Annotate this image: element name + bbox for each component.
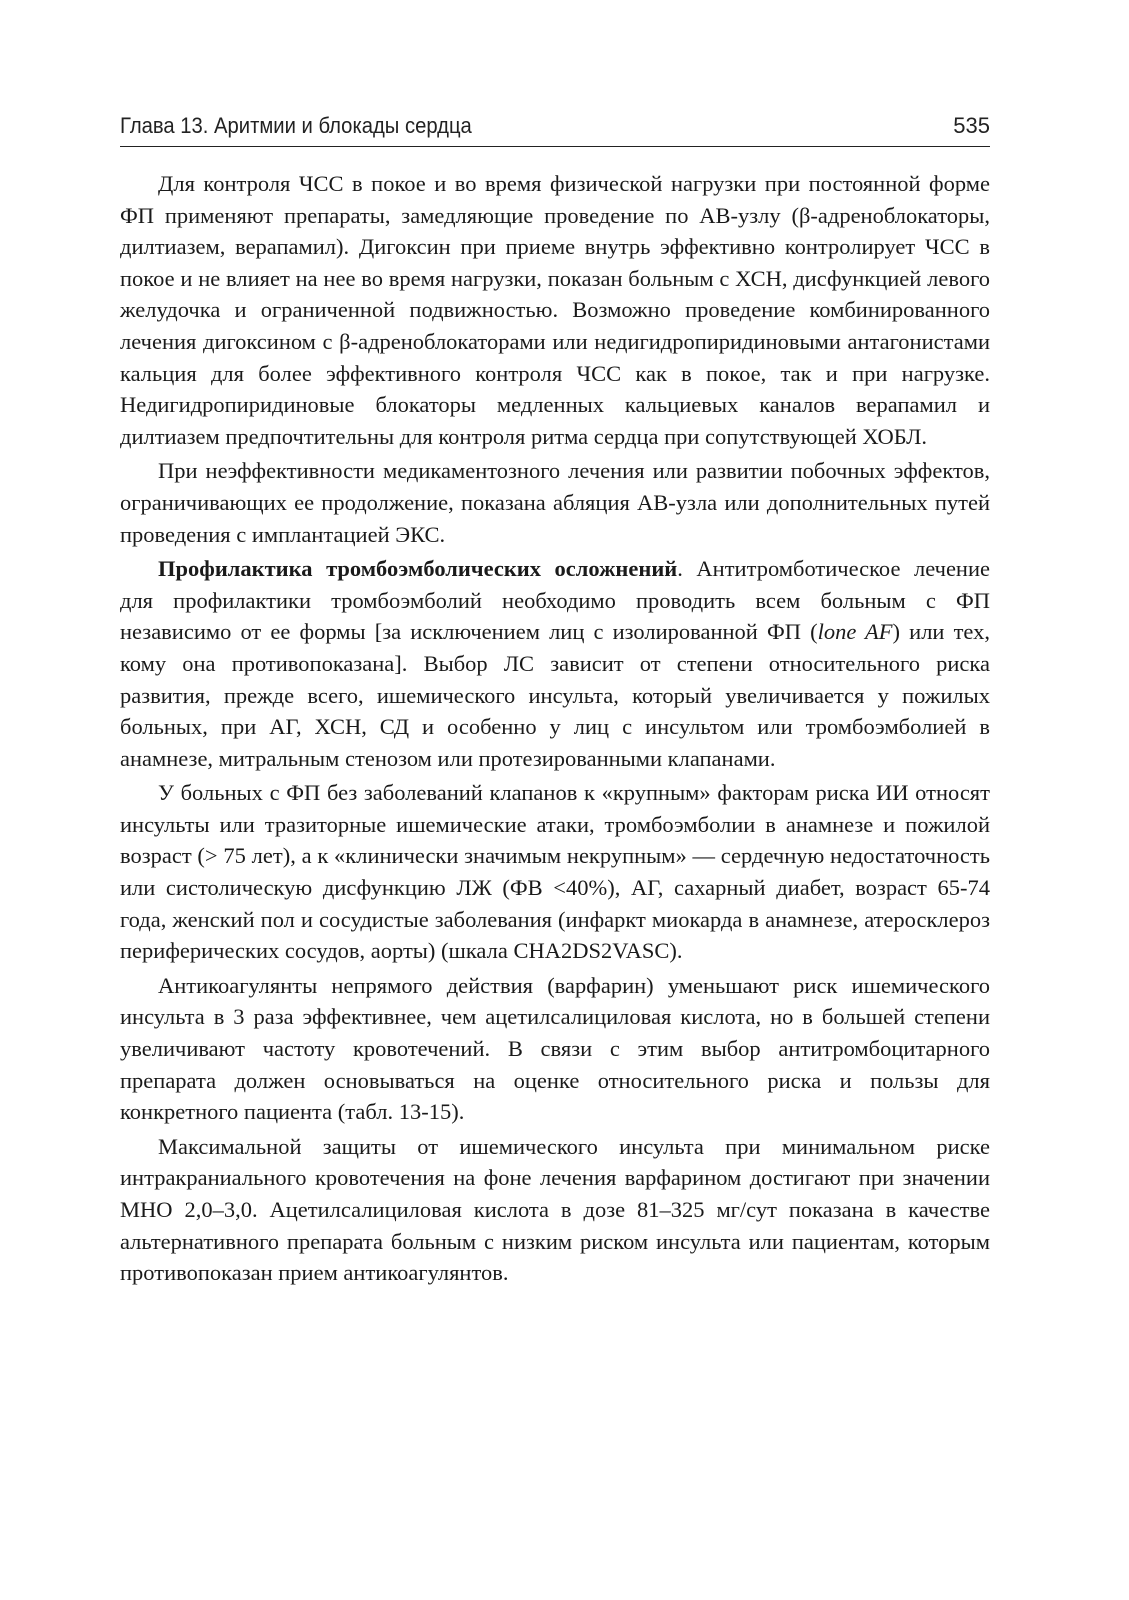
paragraph-anticoagulants: Антикоагулянты непрямого действия (варфарин) уменьшают риск ишемического инсульта в 3 раза эффективнее, чем ацетилсалициловая кислота, но в большей степени увеличивают частоту кровотечений. В связи с этим выбор антитромбоцитарного препарата должен основываться на оценке относительного риска и пользы для конкретного пациента (табл. 13-15).	[120, 972, 990, 1125]
paragraph-rate-control: Для контроля ЧСС в покое и во время физической нагрузки при постоянной форме ФП применяют препараты, замедляющие проведение по АВ-узлу (β-адреноблокаторы, дилтиазем, верапамил). Дигоксин при приеме внутрь эффективно контролирует ЧСС в покое и не влияет на нее во время нагрузки, показан больным с ХСН, дисфункцией левого желудочка и ограниченной подвижностью. Возможно проведение комбинированного лечения дигоксином с β-адреноблокаторами или недигидропиридиновыми антагонистами кальция для более эффективного контроля ЧСС как в покое, так и при нагрузке. Недигидропиридиновые блокаторы медленных кальциевых каналов верапамил и дилтиазем предпочтительны для контроля ритма сердца при сопутствующей ХОБЛ.	[120, 171, 990, 449]
chapter-title: Глава 13. Аритмии и блокады сердца	[120, 113, 472, 138]
paragraph-text-part: . Антитромботическое лечение для профилактики тромбоэмболий необходимо проводить всем больным с ФП независимо от ее формы [за исключением лиц с изолированной ФП (	[120, 556, 990, 645]
paragraph-text-part: ) или тех, кому она противопоказана]. Выбор ЛС зависит от степени относительного риска развития, прежде всего, ишемического инсульта, который увеличивается у пожилых больных, при АГ, ХСН, СД и особенно у лиц с инсультом или тромбоэмболией в анамнезе, митральным стенозом или протезированными клапанами.	[120, 619, 990, 771]
paragraph-inr-target: Максимальной защиты от ишемического инсульта при минимальном риске интракраниального кровотечения на фоне лечения варфарином достигают при значении МНО 2,0–3,0. Ацетилсалициловая кислота в дозе 81–325 мг/сут показана в качестве альтернативного препарата больным с низким риском инсульта или пациентам, которым противопоказан прием антикоагулянтов.	[120, 1133, 990, 1286]
paragraph-thromboembolism-prophylaxis	[120, 553, 990, 774]
paragraph-risk-factors: У больных с ФП без заболеваний клапанов к «крупным» факторам риска ИИ относят инсульты или тразиторные ишемические атаки, тромбоэмболии в анамнезе и пожилой возраст (> 75 лет), а к «клинически значимым некрупным» — сердечную недостаточность или систолическую дисфункцию ЛЖ (ФВ <40%), АГ, сахарный диабет, возраст 65-74 года, женский пол и сосудистые заболевания (инфаркт миокарда в анамнезе, атеросклероз периферических сосудов, аорты) (шкала CHA2DS2VASC).	[120, 780, 990, 964]
paragraph-ablation: При неэффективности медикаментозного лечения или развитии побочных эффектов, ограничивающих ее продолжение, показана абляция АВ-узла или дополнительных путей проведения с имплантацией ЭКС.	[120, 458, 990, 547]
running-header	[120, 112, 990, 147]
section-run-in-heading: Профилактика тромбоэмболических осложнений	[158, 556, 678, 582]
page-number: 535	[953, 113, 990, 138]
italic-term: lone AF	[817, 619, 893, 645]
body-text	[120, 168, 990, 1289]
